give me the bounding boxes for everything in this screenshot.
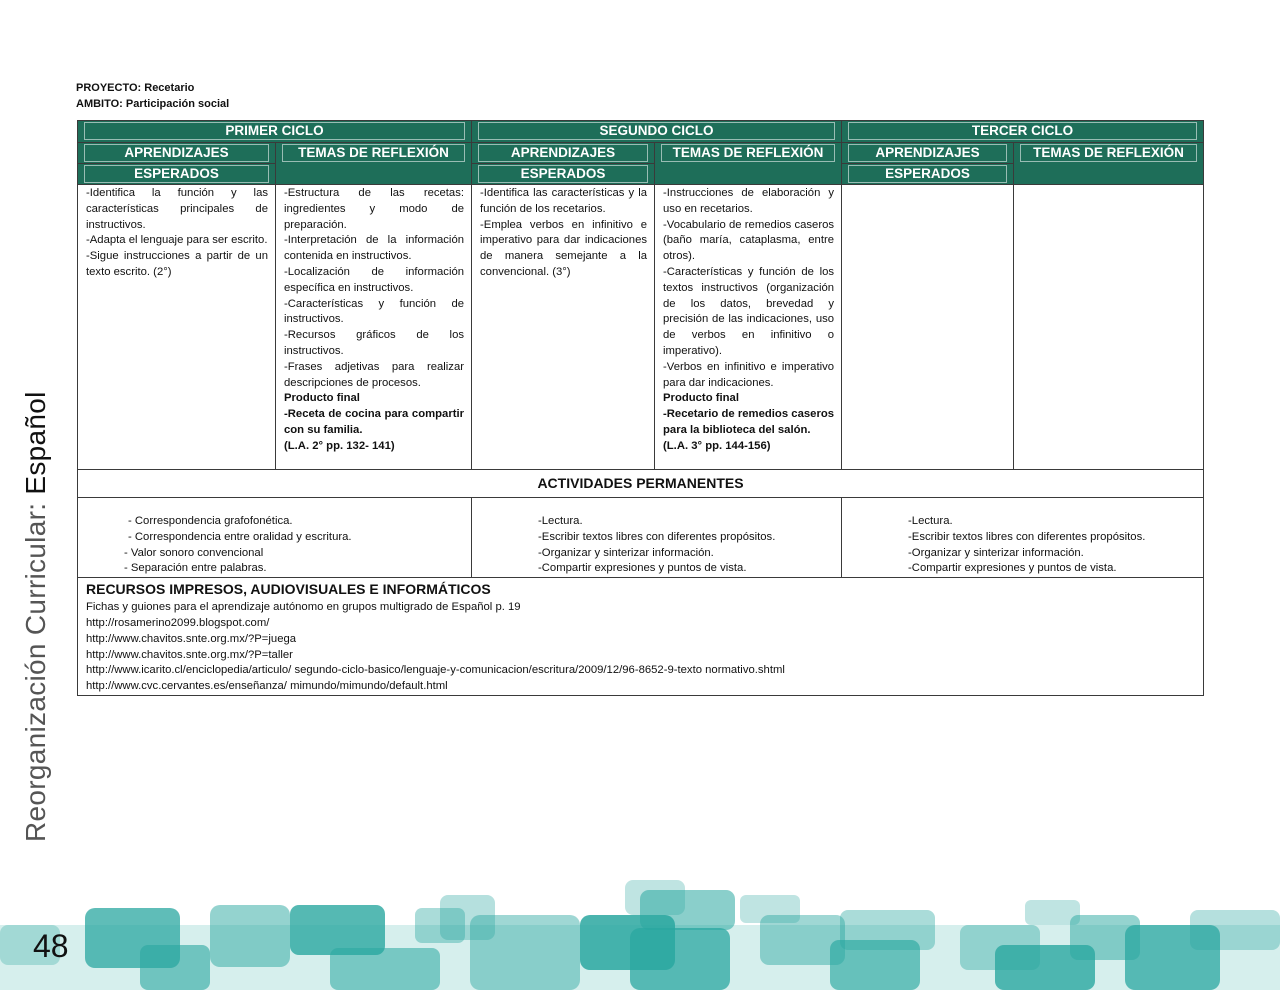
primer-aprendizajes-cell: -Identifica la función y las características principales de instructivos. -Adapta el lenguaje para ser escrito. -Sigue instrucciones a partir de un texto escrito. (2°) bbox=[78, 185, 276, 470]
header-temas-2: TEMAS DE REFLEXIÓN bbox=[655, 143, 842, 185]
recurso-link[interactable]: http://www.icarito.cl/enciclopedia/articulo/ segundo-ciclo-basico/lenguaje-y-comunicacion/escritura/2009/12/96-8652-9-texto normativo.shtml bbox=[86, 664, 785, 677]
recurso-link[interactable]: http://rosamerino2099.blogspot.com/ bbox=[86, 616, 270, 629]
permanentes-col-1: - Correspondencia grafofonética. - Correspondencia entre oralidad y escritura. - Valor sonoro convencional - Separación entre palabras. bbox=[78, 498, 472, 578]
page-number: 48 bbox=[33, 928, 69, 964]
header-esperados-1: ESPERADOS bbox=[78, 164, 276, 185]
header-segundo-ciclo: SEGUNDO CICLO bbox=[472, 121, 842, 143]
tercer-temas-cell bbox=[1014, 185, 1204, 470]
permanentes-col-3: -Lectura. -Escribir textos libres con diferentes propósitos. -Organizar y sinterizar información. -Compartir expresiones y puntos de vista. bbox=[842, 498, 1204, 578]
header-aprendizajes-2: APRENDIZAJES bbox=[472, 143, 655, 164]
producto-final-label: Producto final bbox=[663, 392, 739, 405]
ambito-label: AMBITO: Participación social bbox=[76, 98, 230, 110]
recurso-link[interactable]: http://www.cvc.cervantes.es/enseñanza/ mimundo/mimundo/default.html bbox=[86, 680, 448, 693]
tercer-aprendizajes-cell bbox=[842, 185, 1014, 470]
proyecto-label: PROYECTO: Recetario bbox=[76, 82, 195, 94]
document-meta bbox=[76, 80, 229, 112]
primer-temas-cell: -Estructura de las recetas: ingredientes y modo de preparación. -Interpretación de la información contenida en instructivos. -Localización de información específica en instructivos. -Características y función de instructivos. -Recursos gráficos de los instructivos. -Frases adjetivas para realizar descripciones de procesos. Producto final -Receta de cocina para compartir con su familia. (L.A. 2° pp. 132- 141) bbox=[276, 185, 472, 470]
segundo-aprendizajes-cell: -Identifica las características y la función de los recetarios. -Emplea verbos en infinitivo e imperativo para dar indicaciones de manera semejante a la convencional. (3°) bbox=[472, 185, 655, 470]
decorative-squares-footer bbox=[0, 870, 1280, 990]
header-primer-ciclo: PRIMER CICLO bbox=[78, 121, 472, 143]
header-aprendizajes-3: APRENDIZAJES bbox=[842, 143, 1014, 164]
header-temas-1: TEMAS DE REFLEXIÓN bbox=[276, 143, 472, 185]
header-aprendizajes-1: APRENDIZAJES bbox=[78, 143, 276, 164]
producto-final-label: Producto final bbox=[284, 392, 360, 405]
planning-table bbox=[77, 120, 1204, 696]
segundo-temas-cell: -Instrucciones de elaboración y uso en recetarios. -Vocabulario de remedios caseros (baño maría, cataplasma, entre otros). -Características y función de los textos instructivos (organización de los datos, brevedad y precisión de las indicaciones, uso de verbos en infinitivo o imperativo). -Verbos en infinitivo e imperativo para dar indicaciones. Producto final -Recetario de remedios caseros para la biblioteca del salón. (L.A. 3° pp. 144-156) bbox=[655, 185, 842, 470]
recurso-link[interactable]: http://www.chavitos.snte.org.mx/?P=taller bbox=[86, 648, 293, 661]
actividades-permanentes-title: ACTIVIDADES PERMANENTES bbox=[78, 470, 1204, 498]
header-temas-3: TEMAS DE REFLEXIÓN bbox=[1014, 143, 1204, 185]
side-title: Reorganización Curricular: Español bbox=[20, 391, 51, 842]
permanentes-col-2: -Lectura. -Escribir textos libres con diferentes propósitos. -Organizar y sinterizar información. -Compartir expresiones y puntos de vista. bbox=[472, 498, 842, 578]
recursos-title: RECURSOS IMPRESOS, AUDIOVISUALES E INFORMÁTICOS bbox=[86, 581, 491, 598]
header-esperados-2: ESPERADOS bbox=[472, 164, 655, 185]
header-esperados-3: ESPERADOS bbox=[842, 164, 1014, 185]
header-tercer-ciclo: TERCER CICLO bbox=[842, 121, 1204, 143]
recurso-item: Fichas y guiones para el aprendizaje autónomo en grupos multigrado de Español p. 19 bbox=[86, 601, 521, 614]
recursos-section bbox=[78, 578, 1204, 696]
recurso-link[interactable]: http://www.chavitos.snte.org.mx/?P=juega bbox=[86, 632, 297, 645]
